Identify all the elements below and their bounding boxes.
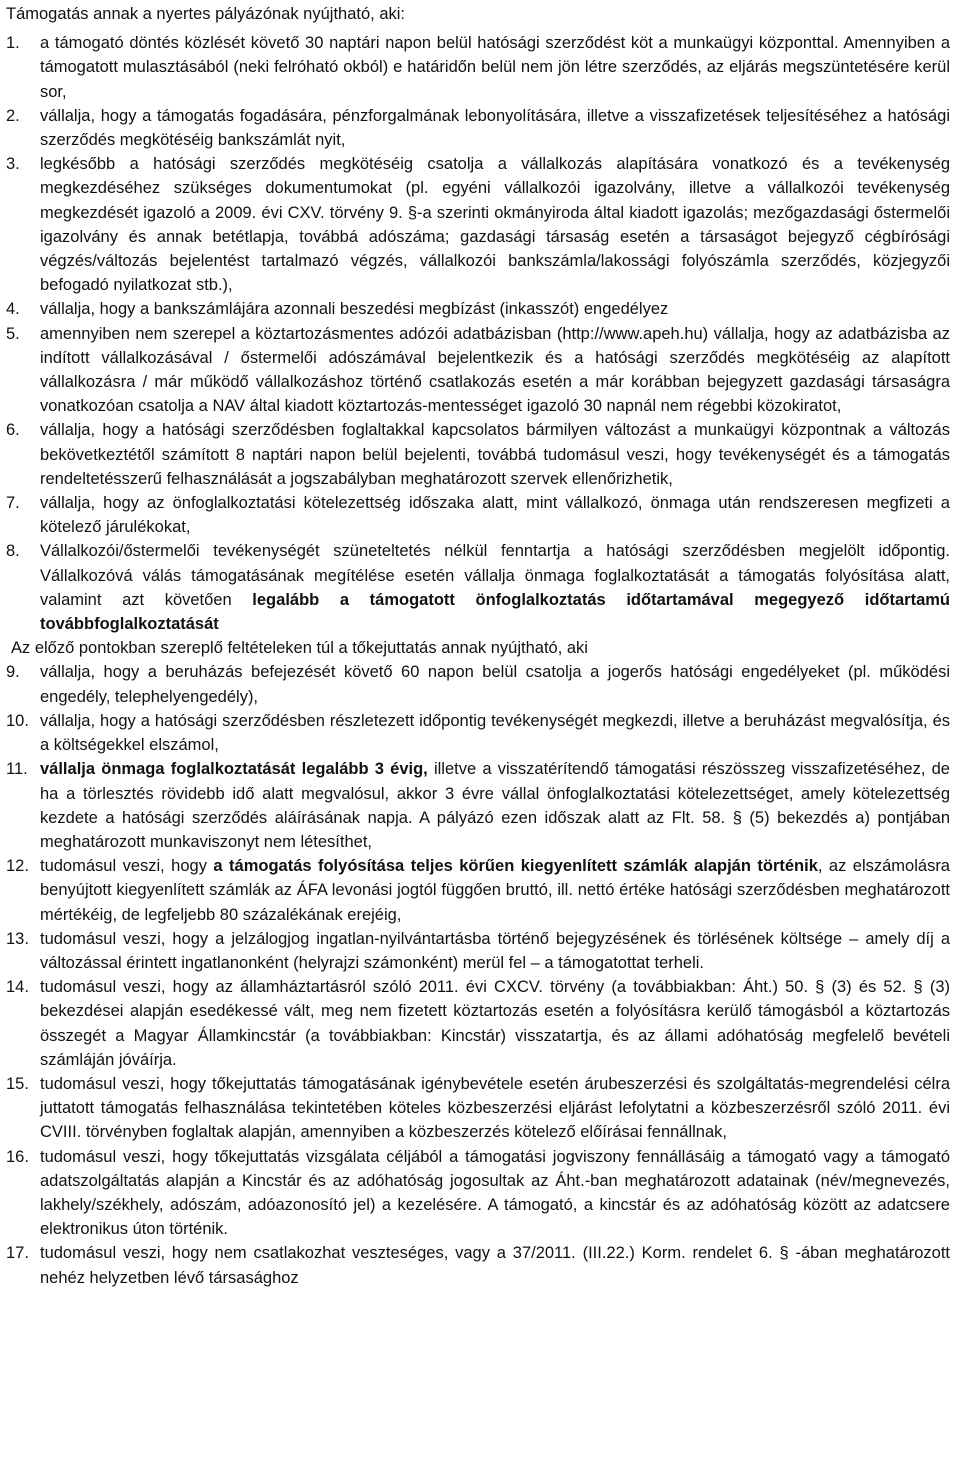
list-item bbox=[6, 757, 950, 854]
item-text bbox=[40, 539, 950, 636]
item-number: 6. bbox=[6, 421, 20, 440]
item-number: 12. bbox=[6, 857, 29, 876]
item-text bbox=[40, 709, 950, 757]
list-item bbox=[6, 539, 950, 636]
item-number: 14. bbox=[6, 978, 29, 997]
item-text-segment: vállalja, hogy a hatósági szerződésben foglaltakkal kapcsolatos bármilyen változást a munkaügyi központnak a változás bekövetkeztétől számított 8 naptári napon belül bejelenti, továbbá tudomásul veszi, hogy tevékenységét és a támogatás rendeltetésszerű felhasználását a jogszabályban meghatározott szervek ellenőrizhetik, bbox=[40, 421, 950, 488]
item-number: 5. bbox=[6, 324, 20, 343]
item-text-segment: vállalja, hogy a támogatás fogadására, pénzforgalmának lebonyolítására, illetve a visszafizetések teljesítéséhez a hatósági szerződés megkötéséig bankszámlát nyit, bbox=[40, 106, 950, 150]
item-text bbox=[40, 152, 950, 297]
intro-paragraph: Támogatás annak a nyertes pályázónak nyújtható, aki: bbox=[6, 5, 405, 23]
item-text-segment: vállalja, hogy az önfoglalkoztatási kötelezettség időszaka alatt, mint vállalkozó, önmaga után rendszeresen megfizeti a kötelező járulékokat, bbox=[40, 494, 950, 537]
item-text-bold: vállalja önmaga foglalkoztatását legalább 3 évig, bbox=[40, 760, 428, 779]
list-item bbox=[6, 418, 950, 491]
item-number: 13. bbox=[6, 929, 29, 948]
list-item bbox=[6, 1145, 950, 1242]
item-text-segment: tudomásul veszi, hogy nem csatlakozhat veszteséges, vagy a 37/2011. (III.22.) Korm. rendelet 6. § -ában meghatározott nehéz helyzetben lévő társasághoz bbox=[40, 1244, 950, 1287]
item-text-segment: tudomásul veszi, hogy tőkejuttatás vizsgálata céljából a támogatási jogviszony fennállásáig a támogató vagy a támogató adatszolgáltatás alapján a Kincstár és az adóhatóság jogosultak az Áht.-ban meghatározott adatainak (név/megnevezés, lakhely/székhely, adószám, adóazonosító jel) a kezelésére. A támogató, a kincstár és az adóhatóság között az adatcsere elektronikus úton történik. bbox=[40, 1147, 950, 1239]
item-text-segment: vállalja, hogy a bankszámlájára azonnali beszedési megbízást (inkasszót) engedélyez bbox=[40, 300, 669, 319]
list-item bbox=[6, 975, 950, 1072]
list-item bbox=[6, 1241, 950, 1289]
item-text bbox=[40, 491, 950, 539]
item-number: 10. bbox=[6, 711, 29, 730]
list-item bbox=[6, 1072, 950, 1145]
item-text-segment: amennyiben nem szerepel a köztartozásmentes adózói adatbázisban (http://www.apeh.hu) vállalja, hogy az adatbázisba az indított vállalkozásával / őstermelői adószámával bejelentkezik és a hatósági szerződés megkötéséig az alapított vállalkozásra / már működő vállalkozáshoz történő csatlakozás esetén a már korábban bejegyzett gazdasági társaságra vonatkozóan csatolja a NAV által kiadott köztartozás-mentességet igazoló 30 napnál nem régebbi közokiratot, bbox=[40, 324, 950, 416]
item-text bbox=[40, 1072, 950, 1145]
item-text-segment: tudomásul veszi, hogy bbox=[40, 857, 214, 876]
item-text bbox=[40, 975, 950, 1072]
item-text bbox=[40, 854, 950, 927]
list-item bbox=[6, 709, 950, 757]
list-item bbox=[6, 660, 950, 708]
conditions-list bbox=[6, 31, 950, 636]
item-text bbox=[40, 927, 950, 975]
item-number: 17. bbox=[6, 1244, 29, 1263]
item-text-segment: Vállalkozói/őstermelői tevékenységét szüneteltetés nélkül fenntartja a hatósági szerződésben megjelölt időpontig. Vállalkozóvá válás támogatásának megítélése esetén vállalja önmaga foglalkoztatását a támogatás folyósítása alatt, valamint azt követően bbox=[40, 542, 950, 609]
item-number: 15. bbox=[6, 1074, 29, 1093]
item-number: 3. bbox=[6, 155, 20, 174]
item-text-segment: legkésőbb a hatósági szerződés megkötéséig csatolja a vállalkozás alapítására vonatkozó és a tevékenység megkezdéséhez szükséges dokumentumokat (pl. egyéni vállalkozói igazolvány, illetve a vállalkozói tevékenység megkezdését igazoló a 2009. évi CXV. törvény 9. §-a szerinti okmányiroda által kiadott igazolás; mezőgazdasági őstermelői igazolvány és annak betétlapja, továbbá adószáma; gazdasági társaság esetén a társaságot bejegyző cégbírósági végzés/változás bejelentést tartalmazó végzés, vállalkozói bankszámla/lakossági folyószámla szerződés, közjegyzői befogadó nyilatkozat stb.), bbox=[40, 155, 950, 295]
item-number: 11. bbox=[6, 760, 28, 779]
item-text-segment: tudomásul veszi, hogy tőkejuttatás támogatásának igénybevétele esetén árubeszerzési és szolgáltatás-megrendelési célra juttatott támogatás felhasználása tekintetében köteles közbeszerzési eljárást lefolytatni a közbeszerzésről szóló 2011. évi CVIII. törvényben foglaltak alapján, amennyiben a közbeszerzés kötelező előírásai fennállnak, bbox=[40, 1074, 950, 1142]
list-item bbox=[6, 31, 950, 104]
item-text-segment: tudomásul veszi, hogy az államháztartásról szóló 2011. évi CXCV. törvény (a továbbiakban: Áht.) 50. § (3) és 52. § (3) bekezdései alapján esedékessé vált, meg nem fizetett köztartozás esetén a folyósításra kerülő támogásból a köztartozás összegét a Magyar Államkincstár (a továbbiakban: Kincstár) visszatartja, és az állami adóhatóság megfelelő bevételi számláján jóváírja. bbox=[40, 978, 950, 1069]
item-text-segment: a támogató döntés közlését követő 30 naptári napon belül hatósági szerződést köt a munkaügyi központtal. Amennyiben a támogatott mulasztásából (neki felróható okból) e határidőn belül nem jön létre szerződés, az eljárás megszüntetésére kerül sor, bbox=[40, 34, 950, 101]
item-number: 8. bbox=[6, 542, 20, 561]
item-text-segment: vállalja, hogy a hatósági szerződésben részletezett időpontig tevékenységét megkezdi, illetve a beruházást megvalósítja, és a költségekkel elszámol, bbox=[40, 711, 950, 755]
item-text bbox=[40, 1241, 950, 1289]
item-text bbox=[40, 104, 950, 152]
item-text bbox=[40, 1145, 950, 1242]
item-text bbox=[40, 322, 950, 419]
list-item bbox=[6, 322, 950, 419]
capital-conditions-list bbox=[6, 660, 950, 1289]
item-text bbox=[40, 297, 950, 321]
item-text bbox=[40, 418, 950, 491]
item-text-segment: , az elszámolásra benyújtott kiegyenlített számlák az ÁFA levonási jogtól függően bruttó, ill. nettó értéke hatósági szerződésben meghatározott mértékéig, de legfeljebb 80 százalékának erejéig, bbox=[40, 857, 950, 924]
item-text bbox=[40, 660, 950, 708]
list-item bbox=[6, 927, 950, 975]
list-item bbox=[6, 491, 950, 539]
item-text bbox=[40, 757, 950, 854]
item-text-bold: a támogatás folyósítása teljes körűen kiegyenlített számlák alapján történik bbox=[213, 857, 818, 876]
item-text bbox=[40, 31, 950, 104]
item-text-segment: illetve a visszatérítendő támogatási részösszeg visszafizetéséhez, de ha a törlesztés rövidebb idő alatt megvalósul, akkor 3 évre vállal önfoglalkoztatási kötelezettséget, amely kötelezettség kezdete a hatósági szerződés aláírásának napja. A pályázó ezen időszak alatt az Flt. 58. § (5) bekezdés a) pontjában meghatározott munkaviszonyt nem létesíthet, bbox=[40, 760, 950, 851]
item-text-segment: vállalja, hogy a beruházás befejezését követő 60 napon belül csatolja a jogerős hatósági engedélyeket (pl. működési engedély, telephelyengedély), bbox=[40, 663, 950, 706]
list-item bbox=[6, 297, 950, 321]
item-number: 9. bbox=[6, 663, 20, 682]
item-number: 1. bbox=[6, 34, 20, 53]
list-item bbox=[6, 104, 950, 152]
item-number: 16. bbox=[6, 1147, 29, 1166]
list-item bbox=[6, 152, 950, 297]
capital-conditions-intro: Az előző pontokban szereplő feltételeken túl a tőkejuttatás annak nyújtható, aki bbox=[11, 639, 588, 658]
item-text-segment: tudomásul veszi, hogy a jelzálogjog ingatlan-nyilvántartásba történő bejegyzésének és törlésének költsége – amely díj a változással érintett ingatlanonként (helyrajzi számonként) merül fel – a támogatottat terheli. bbox=[40, 929, 950, 972]
item-number: 7. bbox=[6, 494, 20, 513]
item-number: 2. bbox=[6, 106, 20, 125]
item-number: 4. bbox=[6, 300, 20, 319]
item-text-bold: legalább a támogatott önfoglalkoztatás időtartamával megegyező időtartamú továbbfoglalkoztatását bbox=[40, 590, 950, 634]
list-item bbox=[6, 854, 950, 927]
